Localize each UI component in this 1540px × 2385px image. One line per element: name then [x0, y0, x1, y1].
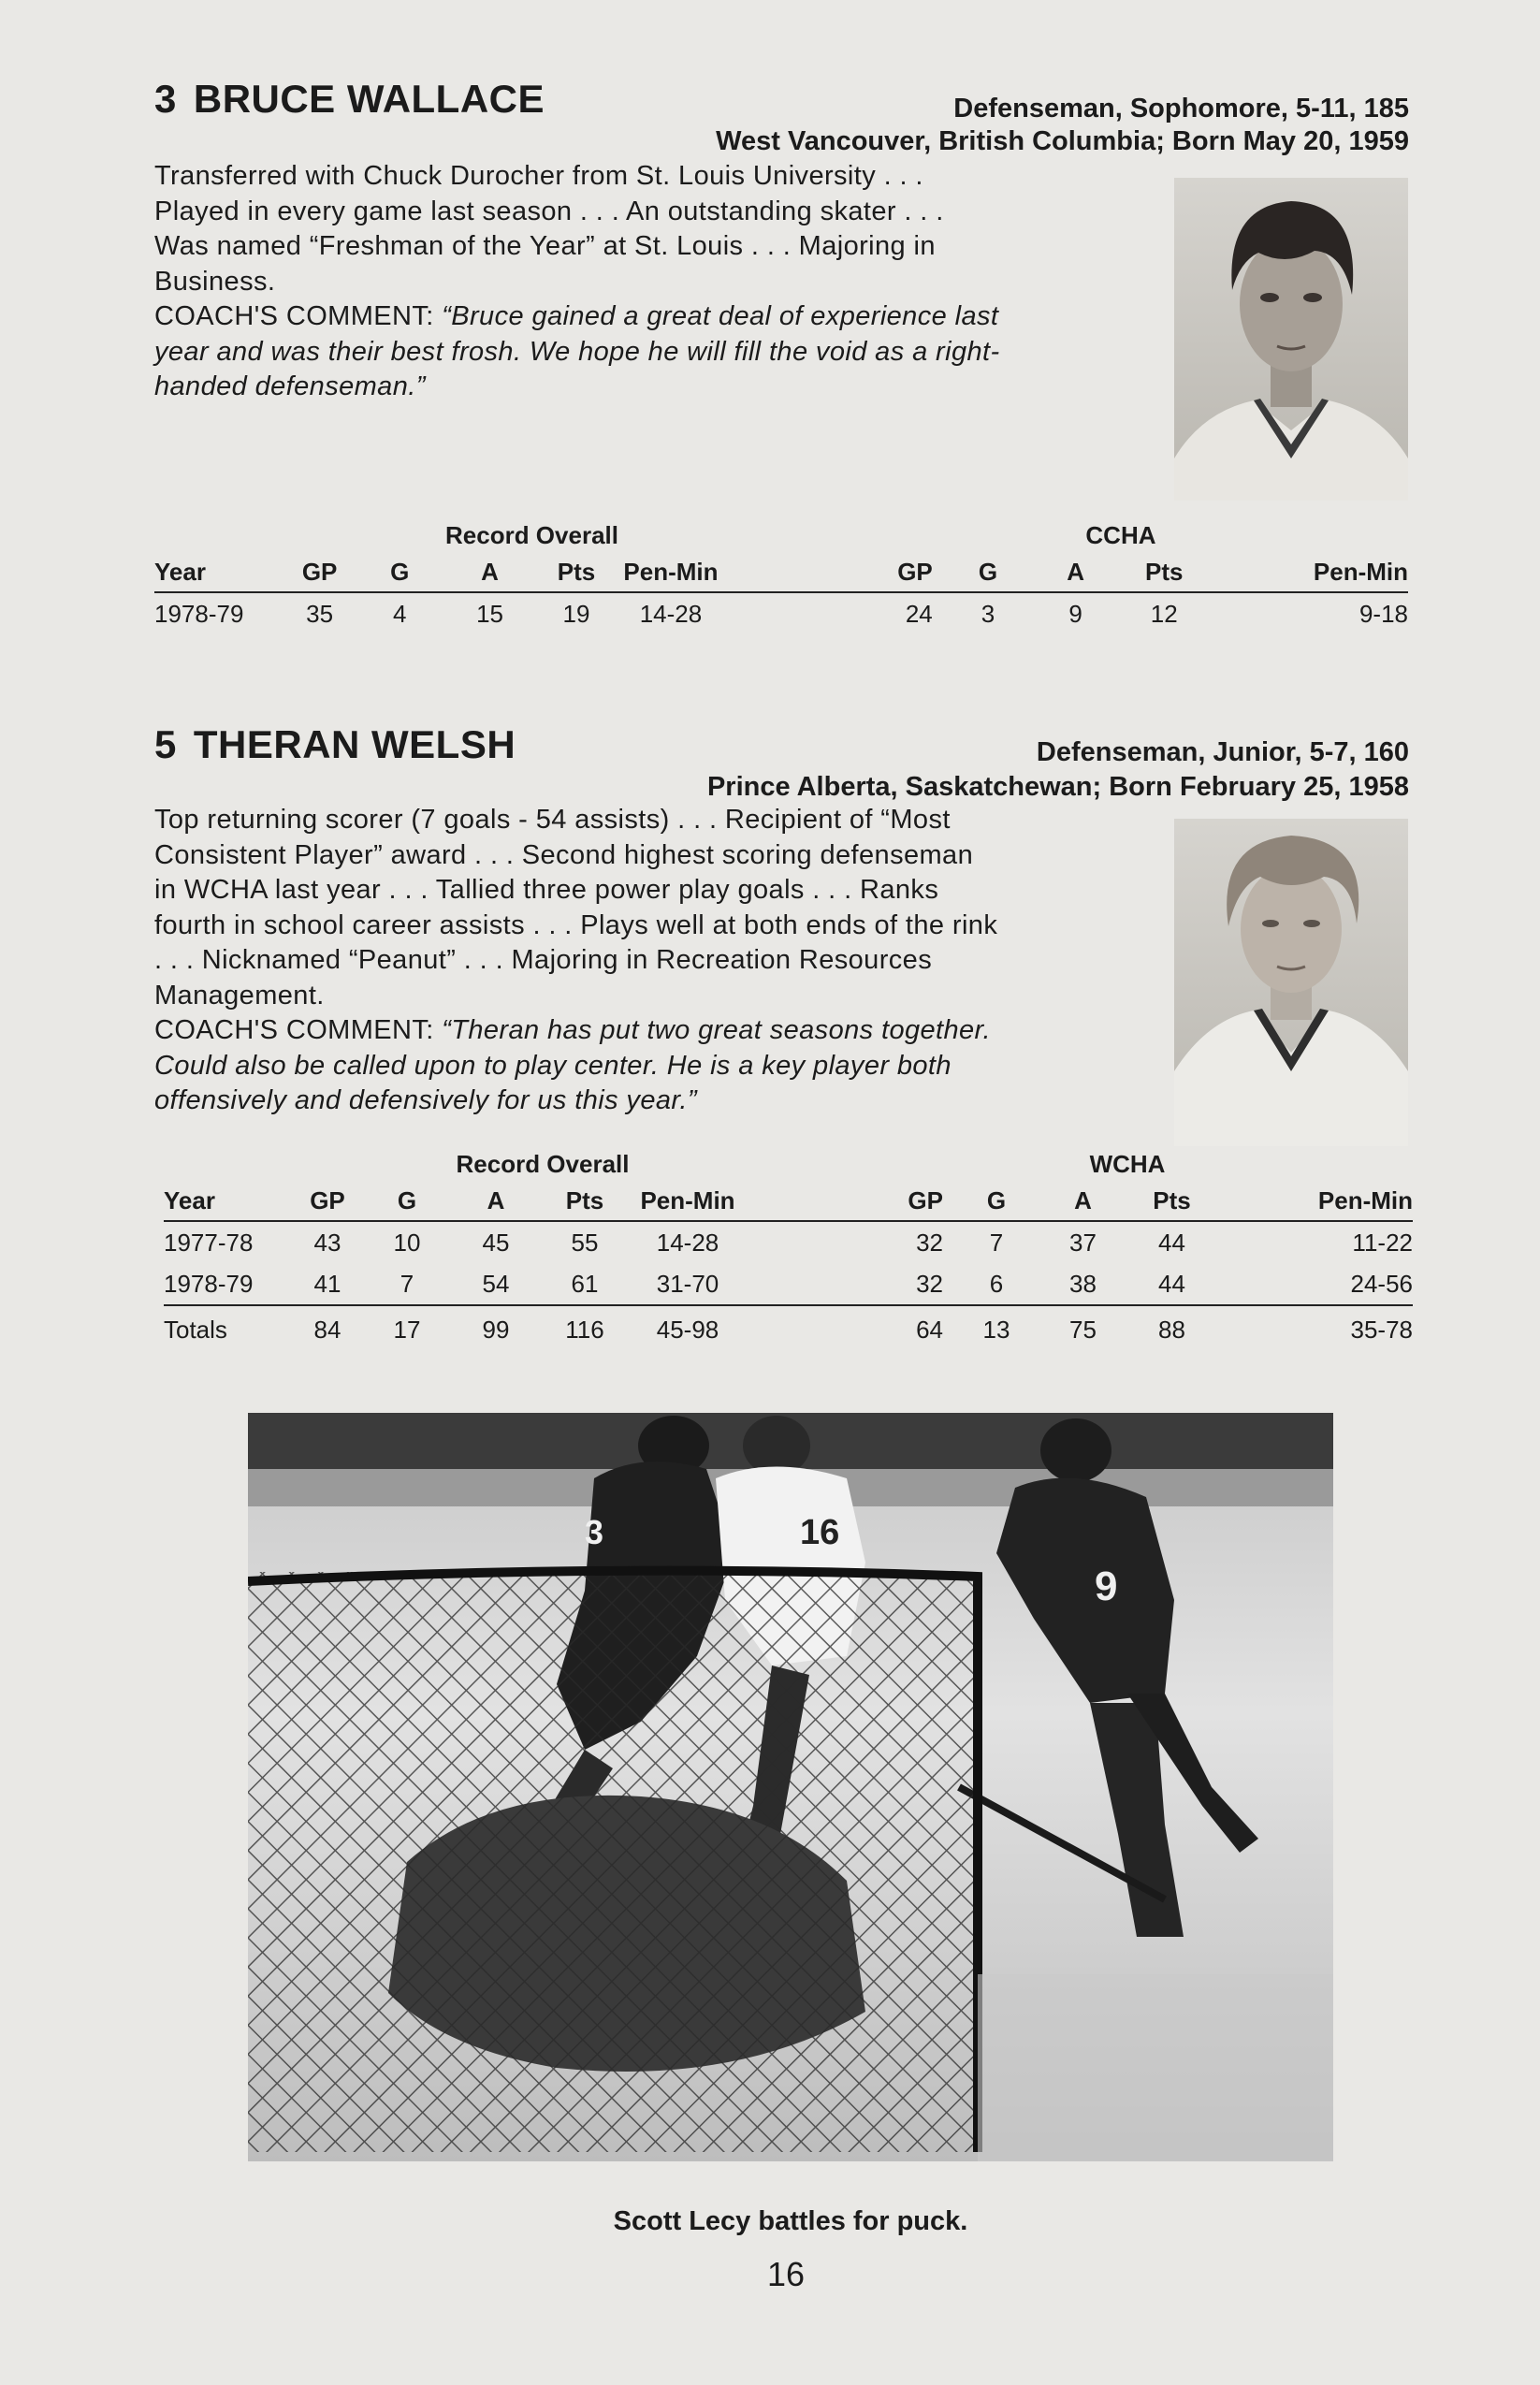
col-header: GP [744, 1181, 954, 1221]
stats-column-header [164, 1181, 1413, 1221]
table-cell: 31-70 [656, 1269, 719, 1298]
col-header: G [360, 1181, 454, 1221]
player2-coach-quote: “Theran has put two great seasons together. Could also be called upon to play center. He is a key player both offensively and defensively for us this year.” [154, 1015, 991, 1115]
table-totals-row [164, 1305, 1413, 1353]
group-conference-label: WCHA [1089, 1149, 1166, 1178]
col-header: A [454, 1181, 538, 1221]
player1-headshot-photo [1174, 178, 1408, 501]
table-cell: 17 [360, 1305, 454, 1353]
table-cell: 12 [1150, 599, 1178, 628]
player2-coach-comment [154, 1013, 1001, 1119]
table-cell: 1978-79 [154, 599, 244, 628]
player1-bio-text: Transferred with Chuck Durocher from St. Louis University . . . Played in every game last season . . . An outstanding skater . . . Was named “Freshman of the Year” at St. Louis . . . Majoring in Business. [154, 161, 944, 297]
table-cell: 44 [1158, 1228, 1185, 1257]
player1-coach-comment [154, 299, 1001, 405]
table-row [164, 1263, 1413, 1305]
col-header: Pen-Min [1210, 552, 1408, 592]
table-cell: 45 [482, 1228, 510, 1257]
table-cell: 13 [954, 1305, 1039, 1353]
col-header: Pts [1127, 1181, 1216, 1221]
player2-bio-text: Top returning scorer (7 goals - 54 assists) . . . Recipient of “Most Consistent Player” award . . . Second highest scoring defenseman in WCHA last year . . . Tallied three power play goals . . . Ranks fourth in school career assists . . . Plays well at both ends of the rink . . . Nicknamed “Peanut” . . . Majoring in Recreation Resources Management. [154, 805, 998, 1011]
jersey-number-16: 16 [800, 1513, 840, 1552]
table-cell: 45-98 [632, 1305, 744, 1353]
stats-group-header [154, 518, 1408, 552]
col-header: Pen-Min [618, 552, 723, 592]
player2-coach-label: COACH'S COMMENT: [154, 1015, 443, 1045]
player2-headshot-photo [1174, 819, 1408, 1146]
table-cell: 55 [571, 1228, 599, 1257]
jersey-number-3: 3 [585, 1513, 604, 1551]
player1-headshot-illustration [1174, 178, 1408, 501]
table-row [154, 592, 1408, 634]
col-header: Year [154, 552, 285, 592]
col-header: A [1032, 552, 1119, 592]
col-header: G [944, 552, 1033, 592]
player2-stats-table [164, 1147, 1413, 1353]
hockey-action-photo [248, 1413, 1333, 2161]
col-header: A [445, 552, 534, 592]
col-header: Year [164, 1181, 295, 1221]
col-header: A [1039, 1181, 1127, 1221]
hockey-scene-illustration [248, 1413, 1333, 2161]
table-cell: 14-28 [656, 1228, 719, 1257]
col-header: G [954, 1181, 1039, 1221]
table-cell: 61 [571, 1269, 599, 1298]
group-overall-label: Record Overall [445, 520, 618, 549]
player1-hometown-info: West Vancouver, British Columbia; Born May 20, 1959 [716, 126, 1409, 156]
table-cell: 75 [1039, 1305, 1127, 1353]
col-header: Pts [534, 552, 618, 592]
table-cell: 10 [393, 1228, 421, 1257]
table-cell: 3 [981, 599, 995, 628]
col-header: Pen-Min [632, 1181, 744, 1221]
col-header: GP [723, 552, 944, 592]
group-overall-label: Record Overall [456, 1149, 630, 1178]
player2-position-info: Defenseman, Junior, 5-7, 160 [1036, 737, 1409, 767]
table-cell: 35 [306, 599, 334, 628]
player2-name-heading [154, 722, 516, 767]
table-cell: 37 [1069, 1228, 1097, 1257]
player2-name: THERAN WELSH [193, 722, 516, 766]
player2-hometown-info: Prince Alberta, Saskatchewan; Born February 25, 1958 [706, 772, 1409, 802]
player1-name: BRUCE WALLACE [193, 77, 545, 121]
table-cell: 64 [744, 1305, 954, 1353]
goal-net [248, 1571, 978, 2152]
table-cell: 24 [905, 599, 933, 628]
table-cell: 54 [482, 1269, 510, 1298]
stats-column-header [154, 552, 1408, 592]
table-cell: 9 [1068, 599, 1082, 628]
player2-bio [154, 803, 1001, 1119]
col-header: GP [285, 552, 355, 592]
player1-coach-quote: “Bruce gained a great deal of experience last year and was their best frosh. We hope he will fill the void as a right-handed defenseman.” [154, 301, 1000, 401]
table-cell: 11-22 [1352, 1228, 1413, 1257]
photo-caption: Scott Lecy battles for puck. [613, 2206, 968, 2236]
table-cell: 35-78 [1216, 1305, 1413, 1353]
player1-bio [154, 159, 1001, 405]
col-header: Pts [1119, 552, 1210, 592]
table-cell: 38 [1069, 1269, 1097, 1298]
player1-number: 3 [154, 77, 177, 121]
table-cell: 15 [476, 599, 503, 628]
col-header: Pen-Min [1216, 1181, 1413, 1221]
col-header: Pts [538, 1181, 632, 1221]
player2-number: 5 [154, 722, 177, 766]
group-conference-label: CCHA [1085, 520, 1156, 549]
table-cell: 4 [393, 599, 407, 628]
table-cell: 116 [538, 1305, 632, 1353]
table-cell: 84 [295, 1305, 360, 1353]
page-number: 16 [766, 2255, 806, 2293]
table-cell: 24-56 [1350, 1269, 1413, 1298]
player1-stats-table [154, 518, 1408, 634]
stats-group-header [164, 1147, 1413, 1181]
col-header: GP [295, 1181, 360, 1221]
table-cell: 99 [454, 1305, 538, 1353]
table-cell: 14-28 [639, 599, 703, 628]
player2-headshot-illustration [1174, 819, 1408, 1146]
table-cell: 32 [916, 1269, 943, 1298]
table-cell: 43 [313, 1228, 341, 1257]
table-cell: 88 [1127, 1305, 1216, 1353]
jersey-number-9: 9 [1095, 1563, 1118, 1609]
table-cell: 32 [916, 1228, 943, 1257]
col-header: G [354, 552, 445, 592]
player1-name-heading [154, 77, 545, 122]
player1-coach-label: COACH'S COMMENT: [154, 301, 443, 331]
table-cell: 41 [313, 1269, 341, 1298]
table-cell: 1977-78 [164, 1228, 254, 1257]
table-cell: Totals [164, 1305, 295, 1353]
table-cell: 9-18 [1358, 599, 1408, 628]
table-cell: 44 [1158, 1269, 1185, 1298]
table-cell: 6 [989, 1269, 1004, 1298]
table-cell: 1978-79 [164, 1269, 254, 1298]
table-row [164, 1221, 1413, 1263]
table-cell: 7 [400, 1269, 414, 1298]
table-cell: 7 [989, 1228, 1004, 1257]
player1-position-info: Defenseman, Sophomore, 5-11, 185 [953, 94, 1409, 124]
table-cell: 19 [562, 599, 590, 628]
